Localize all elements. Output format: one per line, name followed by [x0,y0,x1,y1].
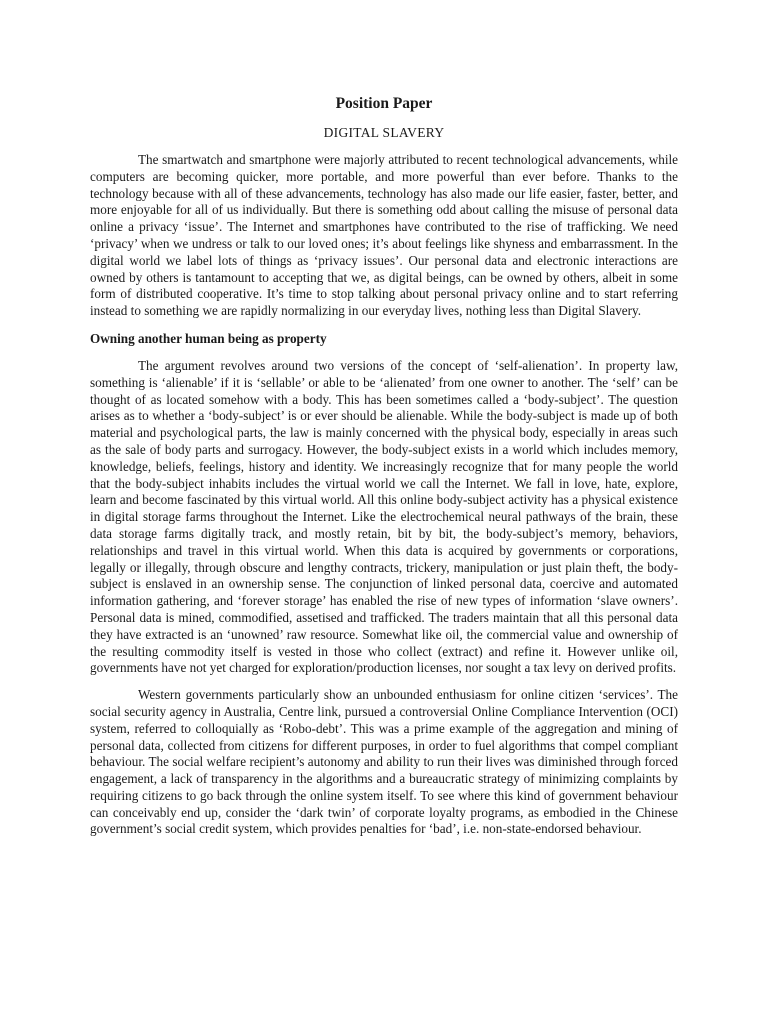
section-paragraph-1: The argument revolves around two versions of the concept of ‘self-alienation’. In property law, something is ‘alienable’ if it is ‘sellable’ or able to be ‘alienated’ from one owner to another. The ‘self’ can be thought of as located somehow with a body. This has been sometimes called a ‘body-subject’. The question arises as to whether a ‘body-subject’ is or ever should be alienable. While the body-subject is made up of both material and psychological parts, the law is mainly concerned with the physical body, especially in areas such as the sale of body parts and surrogacy. However, the body-subject exists in a world which includes memory, knowledge, beliefs, feelings, history and identity. We increasingly recognize that for many people the world that the body-subject inhabits includes the virtual world we call the Internet. We fall in love, hate, explore, learn and become fascinated by this virtual world. All this online body-subject activity has a physical existence in digital storage farms throughout the Internet. Like the electrochemical neural pathways of the brain, these data storage farms digitally track, and mostly retain, bit by bit, the body-subject’s memory, behaviors, relationships and travel in this virtual world. When this data is acquired by governments or corporations, legally or illegally, through obscure and lengthy contracts, trickery, manipulation or just plain theft, the body-subject is enslaved in an ownership sense. The conjunction of linked personal data, coercive and automated information gathering, and ‘forever storage’ has enabled the rise of new types of information ‘slave owners’. Personal data is mined, commodified, assetised and trafficked. The traders maintain that all this personal data they have extracted is an ‘unowned’ raw resource. Somewhat like oil, the commercial value and ownership of the resulting commodity itself is vested in those who collect (extract) and refine it. However unlike oil, governments have not yet charged for exploration/production licenses, nor sought a tax levy on derived profits. [90,357,678,676]
section-heading: Owning another human being as property [90,330,327,346]
page-subtitle: DIGITAL SLAVERY [323,125,445,140]
document-page [90,94,678,848]
section-paragraph-2: Western governments particularly show an unbounded enthusiasm for online citizen ‘services’. The social security agency in Australia, Centre link, pursued a controversial Online Compliance Intervention (OCI) system, referred to colloquially as ‘Robo-debt’. This was a prime example of the aggregation and mining of personal data, collected from citizens for different purposes, in order to fuel algorithms that compel compliant behaviour. The social welfare recipient’s autonomy and ability to run their lives was diminished through forced engagement, a lack of transparency in the algorithms and a bureaucratic strategy of minimizing complaints by requiring citizens to go back through the online system itself. To see where this kind of government behaviour can conceivably end up, consider the ‘dark twin’ of corporate loyalty programs, as embodied in the Chinese government’s social credit system, which provides penalties for ‘bad’, i.e. non-state-endorsed behaviour. [90,687,678,837]
intro-paragraph: The smartwatch and smartphone were majorly attributed to recent technological advancements, while computers are becoming quicker, more portable, and more powerful than ever before. Thanks to the technology because with all of these advancements, technology has also made our life easier, faster, better, and more enjoyable for all of us individually. But there is something odd about calling the misuse of personal data online a privacy ‘issue’. The Internet and smartphones have contributed to the rise of trafficking. We need ‘privacy’ when we undress or talk to our loved ones; it’s about feelings like shyness and embarrassment. In the digital world we label lots of things as ‘privacy issues’. Our personal data and electronic interactions are owned by others is tantamount to accepting that we, as digital beings, can be owned by others, albeit in some form of distributed cooperative. It’s time to stop talking about personal privacy online and to start referring instead to something we are rapidly normalizing in our everyday lives, nothing less than Digital Slavery. [90,152,678,319]
page-title: Position Paper [335,95,433,112]
